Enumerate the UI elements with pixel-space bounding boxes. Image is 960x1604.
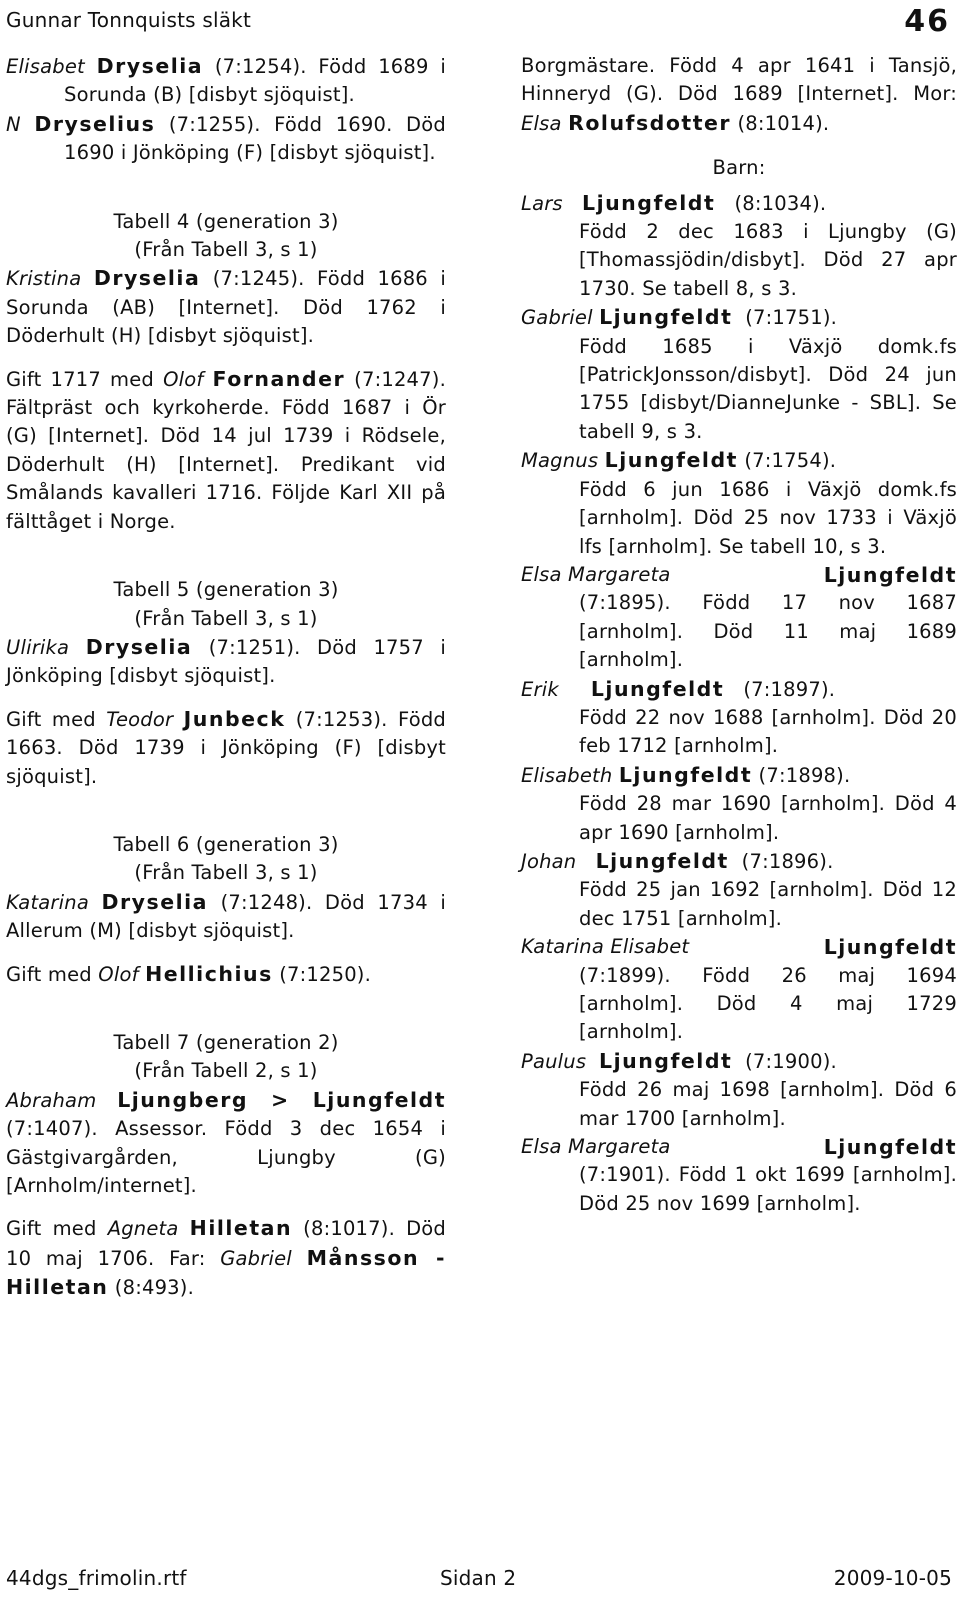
footer-date: 2009-10-05 bbox=[833, 1566, 952, 1590]
surname: Dryselia bbox=[96, 54, 204, 78]
entry-text: (7:1247). Fältpräst och kyrkoherde. Född 1687 i Ör (G) [Internet]. Död 14 jul 1739 i Rödsele, Döderhult (H) [Internet]. Predikant vid Smålands kavalleri 1716. Följde Karl XII på fälttåget i Norge. bbox=[6, 367, 446, 533]
surname: Junbeck bbox=[183, 706, 286, 731]
entry-text: (8:1014). bbox=[737, 111, 830, 135]
table-heading-title: Tabell 6 (generation 3) bbox=[113, 832, 339, 856]
page-footer bbox=[0, 1566, 960, 1596]
spouse-entry bbox=[6, 705, 446, 791]
given-name: Elsa Margareta bbox=[521, 1135, 671, 1159]
surname: Ljungfeldt bbox=[618, 762, 753, 787]
table-heading-title: Tabell 5 (generation 3) bbox=[113, 578, 339, 602]
child-entry bbox=[521, 847, 957, 933]
surname: Ljungfeldt bbox=[599, 1048, 733, 1073]
entry-text: (7:1255). Född 1690. Död 1690 i Jönköping (F) [disbyt sjöquist]. bbox=[64, 112, 446, 165]
mother-given-name: Elsa bbox=[521, 111, 562, 135]
surname: Ljungfeldt bbox=[823, 935, 957, 960]
given-name: Olof bbox=[163, 367, 204, 391]
table-heading-source: (Från Tabell 3, s 1) bbox=[134, 238, 318, 262]
entry-code: (7:1751). bbox=[745, 306, 838, 330]
given-name: N bbox=[6, 112, 21, 136]
entry-text: (7:1250). bbox=[279, 962, 372, 986]
surname: Ljungfeldt bbox=[823, 562, 957, 587]
given-name: Katarina Elisabet bbox=[521, 935, 690, 959]
entry-code: (7:1900). bbox=[745, 1049, 837, 1073]
given-name: Kristina bbox=[6, 267, 82, 291]
given-name: Gabriel bbox=[521, 306, 593, 330]
given-name: Johan bbox=[521, 849, 577, 873]
spouse-entry bbox=[6, 365, 446, 536]
person-entry bbox=[6, 1086, 446, 1201]
surname: Fornander bbox=[212, 366, 346, 391]
spouse-entry bbox=[6, 960, 446, 989]
marriage-text: Gift med bbox=[6, 962, 92, 986]
father-given-name: Gabriel bbox=[220, 1246, 292, 1270]
children-list bbox=[521, 189, 957, 1219]
child-entry bbox=[521, 189, 957, 304]
entry-text: Född 1685 i Växjö domk.fs [PatrickJonsson/disbyt]. Död 24 jun 1755 [disbyt/DianneJunke - SBL]. Se tabell 9, s 3. bbox=[579, 334, 957, 443]
entry-text: (7:1253). Född 1663. Död 1739 i Jönköping (F) [disbyt sjöquist]. bbox=[6, 707, 446, 788]
father-surname: Månsson - Hilletan bbox=[6, 1245, 446, 1300]
given-name: Paulus bbox=[521, 1049, 587, 1073]
entry-text: Född 25 jan 1692 [arnholm]. Död 12 dec 1751 [arnholm]. bbox=[579, 878, 957, 930]
entry-text: (7:1245). Född 1686 i Sorunda (AB) [Internet]. Död 1762 i Döderhult (H) [disbyt sjöquist]. bbox=[6, 267, 446, 348]
entry-code: (7:1897). bbox=[743, 677, 836, 701]
entry-text: Född 26 maj 1698 [arnholm]. Död 6 mar 1700 [arnholm]. bbox=[579, 1078, 957, 1130]
entry-code: (7:1898). bbox=[758, 763, 851, 787]
child-entry bbox=[521, 561, 957, 675]
given-name: Elsa Margareta bbox=[521, 562, 671, 586]
surname: Ljungfeldt bbox=[595, 848, 729, 873]
given-name: Teodor bbox=[106, 707, 174, 731]
page-header bbox=[6, 4, 954, 40]
surname: Ljungfeldt bbox=[599, 305, 733, 330]
entry-text: (7:1254). Född 1689 i Sorunda (B) [disbyt sjöquist]. bbox=[64, 55, 446, 107]
surname: Dryselius bbox=[34, 111, 156, 136]
surname: Dryselia bbox=[101, 889, 209, 914]
spouse-entry bbox=[6, 1214, 446, 1302]
table-heading bbox=[6, 576, 446, 633]
child-entry bbox=[521, 675, 957, 761]
marriage-text: Gift med bbox=[6, 1217, 97, 1241]
entry-code: (7:1896). bbox=[741, 849, 834, 873]
child-entry bbox=[521, 303, 957, 446]
entry-text: (7:1407). Assessor. Född 3 dec 1654 i Gästgivargården, Ljungby (G) [Arnholm/internet]. bbox=[6, 1117, 446, 1197]
person-entry bbox=[6, 888, 446, 946]
table-heading-source: (Från Tabell 3, s 1) bbox=[134, 861, 318, 885]
surname: Ljungfeldt bbox=[590, 676, 725, 701]
given-name: Olof bbox=[98, 962, 139, 986]
table-heading-source: (Från Tabell 2, s 1) bbox=[134, 1059, 318, 1083]
table-heading bbox=[6, 1029, 446, 1086]
given-name: Agneta bbox=[107, 1217, 179, 1241]
person-entry bbox=[6, 52, 446, 110]
child-entry bbox=[521, 1133, 957, 1218]
entry-text: (7:1899). Född 26 maj 1694 [arnholm]. Död 4 maj 1729 [arnholm]. bbox=[579, 963, 957, 1044]
child-entry bbox=[521, 761, 957, 847]
entry-text: Född 22 nov 1688 [arnholm]. Död 20 feb 1712 [arnholm]. bbox=[579, 705, 957, 758]
surname: Ljungfeldt bbox=[604, 448, 738, 473]
spouse-entry-continued bbox=[521, 52, 957, 138]
given-name: Ulirika bbox=[6, 635, 70, 659]
entry-text: (7:1248). Död 1734 i Allerum (M) [disbyt sjöquist]. bbox=[6, 890, 446, 943]
right-column bbox=[521, 52, 957, 1218]
given-name: Erik bbox=[521, 677, 559, 701]
surname: Hilletan bbox=[189, 1216, 293, 1241]
given-name: Katarina bbox=[6, 890, 89, 914]
surname: Ljungfeldt bbox=[823, 1135, 957, 1160]
left-column bbox=[6, 52, 446, 1303]
given-name: Elisabet bbox=[6, 55, 85, 78]
entry-text: (7:1251). Död 1757 i Jönköping [disbyt sjöquist]. bbox=[6, 635, 447, 688]
surname: Dryselia bbox=[93, 266, 201, 291]
person-entry bbox=[6, 633, 446, 691]
surname: Ljungfeldt bbox=[582, 190, 716, 215]
surname: Ljungberg > Ljungfeldt bbox=[117, 1087, 446, 1112]
children-heading: Barn: bbox=[712, 156, 766, 180]
entry-text: Född 6 jun 1686 i Växjö domk.fs [arnholm]. Död 25 nov 1733 i Växjö lfs [arnholm]. Se tabell 10, s 3. bbox=[579, 477, 957, 558]
footer-filename: 44dgs_frimolin.rtf bbox=[6, 1566, 187, 1590]
table-heading bbox=[6, 831, 446, 888]
table-heading-source: (Från Tabell 3, s 1) bbox=[134, 606, 318, 630]
document-title: Gunnar Tonnquists släkt bbox=[6, 8, 251, 32]
table-heading-title: Tabell 4 (generation 3) bbox=[113, 209, 339, 233]
entry-text: (8:493). bbox=[114, 1276, 194, 1300]
footer-page: Sidan 2 bbox=[440, 1566, 517, 1590]
given-name: Abraham bbox=[6, 1088, 97, 1112]
entry-text: Född 2 dec 1683 i Ljungby (G) [Thomassjödin/disbyt]. Död 27 apr 1730. Se tabell 8, s 3. bbox=[579, 220, 957, 300]
surname: Hellichius bbox=[145, 961, 273, 986]
page-number: 46 bbox=[904, 4, 950, 39]
child-entry bbox=[521, 446, 957, 561]
person-entry bbox=[6, 264, 446, 350]
marriage-text: Gift 1717 med bbox=[6, 367, 155, 391]
given-name: Elisabeth bbox=[521, 763, 613, 787]
entry-code: (7:1754). bbox=[744, 449, 837, 473]
mother-surname: Rolufsdotter bbox=[568, 110, 732, 135]
person-entry bbox=[6, 110, 446, 168]
marriage-text: Gift med bbox=[6, 707, 96, 731]
entry-text: (7:1895). Född 17 nov 1687 [arnholm]. Död 11 maj 1689 [arnholm]. bbox=[579, 591, 957, 672]
entry-text: (7:1901). Född 1 okt 1699 [arnholm]. Död 25 nov 1699 [arnholm]. bbox=[579, 1163, 957, 1215]
given-name: Lars bbox=[521, 191, 563, 215]
table-heading-title: Tabell 7 (generation 2) bbox=[113, 1030, 339, 1054]
table-heading bbox=[6, 208, 446, 265]
entry-text: Född 28 mar 1690 [arnholm]. Död 4 apr 1690 [arnholm]. bbox=[579, 792, 957, 844]
entry-code: (8:1034). bbox=[734, 191, 827, 215]
entry-text: (8:1017). Död 10 maj 1706. Far: bbox=[6, 1217, 446, 1270]
given-name: Magnus bbox=[521, 449, 599, 473]
surname: Dryselia bbox=[85, 634, 193, 659]
child-entry bbox=[521, 933, 957, 1047]
child-entry bbox=[521, 1047, 957, 1133]
entry-text: Borgmästare. Född 4 apr 1641 i Tansjö, Hinneryd (G). Död 1689 [Internet]. Mor: bbox=[521, 54, 957, 106]
